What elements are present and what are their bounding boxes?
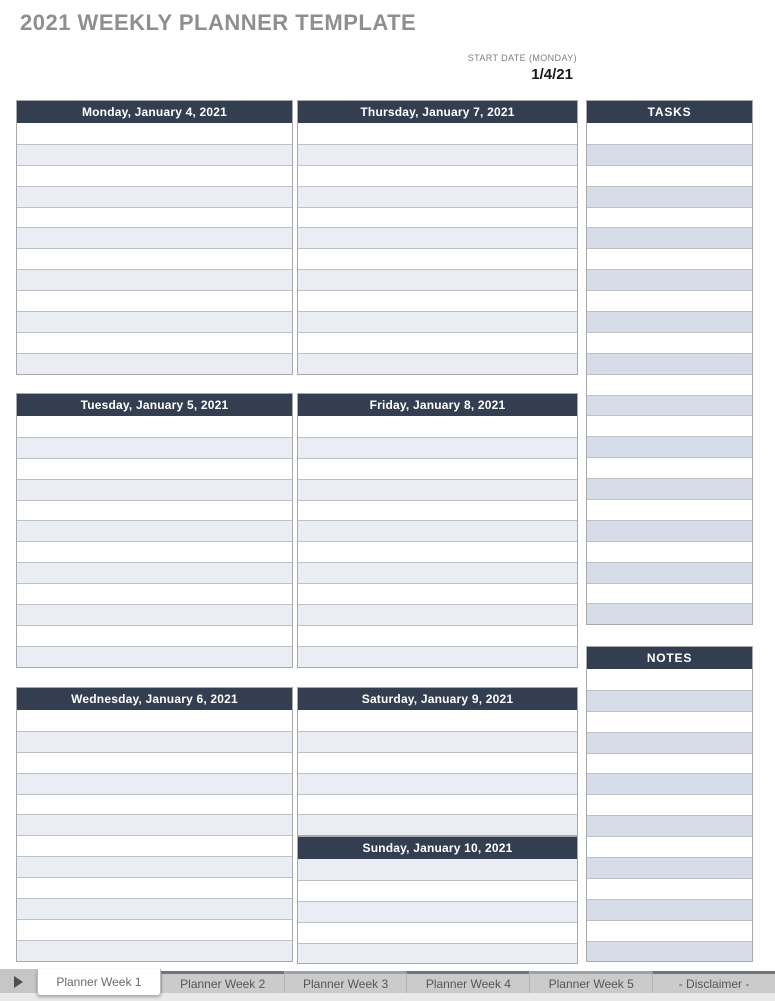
planner-cell[interactable] [298, 248, 577, 269]
planner-cell[interactable] [298, 269, 577, 290]
planner-cell[interactable] [17, 311, 292, 332]
planner-cell[interactable] [587, 815, 752, 836]
planner-cell[interactable] [587, 583, 752, 604]
day-rows-saturday [298, 710, 577, 835]
planner-cell[interactable] [298, 186, 577, 207]
planner-cell[interactable] [17, 500, 292, 521]
planner-cell[interactable] [587, 395, 752, 416]
planner-cell[interactable] [587, 732, 752, 753]
planner-cell[interactable] [587, 690, 752, 711]
planner-cell[interactable] [587, 773, 752, 794]
day-header-thursday: Thursday, January 7, 2021 [298, 101, 577, 123]
planner-cell[interactable] [298, 583, 577, 604]
right-triangle-icon [14, 976, 23, 988]
planner-cell[interactable] [17, 752, 292, 773]
day-block-wednesday [16, 687, 293, 962]
planner-cell[interactable] [17, 458, 292, 479]
planner-cell[interactable] [587, 457, 752, 478]
planner-cell[interactable] [17, 332, 292, 353]
day-block-saturday [297, 687, 578, 836]
day-rows-wednesday [17, 710, 292, 961]
planner-cell[interactable] [587, 499, 752, 520]
day-rows-monday [17, 123, 292, 374]
day-block-thursday [297, 100, 578, 375]
planner-cell[interactable] [587, 415, 752, 436]
planner-cell[interactable] [587, 520, 752, 541]
tasks-rows [587, 123, 752, 624]
tasks-header: TASKS [587, 101, 752, 123]
planner-cell[interactable] [17, 541, 292, 562]
planner-cell[interactable] [298, 859, 577, 880]
planner-cell[interactable] [298, 752, 577, 773]
planner-cell[interactable] [587, 753, 752, 774]
planner-cell[interactable] [298, 604, 577, 625]
start-date-value[interactable]: 1/4/21 [531, 66, 573, 83]
planner-cell[interactable] [298, 500, 577, 521]
planner-cell[interactable] [298, 290, 577, 311]
notes-rows [587, 669, 752, 961]
tab-planner-week-1[interactable]: Planner Week 1 [37, 969, 161, 995]
planner-cell[interactable] [298, 625, 577, 646]
planner-cell[interactable] [17, 562, 292, 583]
day-block-sunday [297, 836, 578, 964]
planner-cell[interactable] [17, 794, 292, 815]
planner-cell[interactable] [17, 814, 292, 835]
sheet-tabs [37, 971, 775, 993]
planner-cell[interactable] [587, 857, 752, 878]
planner-cell[interactable] [587, 541, 752, 562]
planner-cell[interactable] [298, 353, 577, 374]
planner-cell[interactable] [298, 520, 577, 541]
start-date-label: START DATE (MONDAY) [467, 53, 577, 63]
planner-cell[interactable] [17, 940, 292, 961]
planner-cell[interactable] [587, 836, 752, 857]
planner-cell[interactable] [298, 123, 577, 144]
planner-cell[interactable] [587, 478, 752, 499]
planner-cell[interactable] [17, 604, 292, 625]
planner-cell[interactable] [587, 920, 752, 941]
planner-cell[interactable] [298, 646, 577, 667]
planner-cell[interactable] [587, 165, 752, 186]
planner-cell[interactable] [298, 165, 577, 186]
planner-cell[interactable] [587, 353, 752, 374]
planner-cell[interactable] [587, 332, 752, 353]
planner-cell[interactable] [298, 562, 577, 583]
planner-cell[interactable] [298, 437, 577, 458]
planner-cell[interactable] [17, 186, 292, 207]
planner-cell[interactable] [587, 123, 752, 144]
day-header-tuesday: Tuesday, January 5, 2021 [17, 394, 292, 416]
tab-planner-week-4[interactable]: Planner Week 4 [406, 971, 529, 993]
planner-cell[interactable] [298, 731, 577, 752]
planner-cell[interactable] [17, 437, 292, 458]
planner-cell[interactable] [587, 899, 752, 920]
planner-cell[interactable] [17, 646, 292, 667]
planner-cell[interactable] [587, 941, 752, 962]
day-header-friday: Friday, January 8, 2021 [298, 394, 577, 416]
day-block-monday [16, 100, 293, 375]
planner-cell[interactable] [17, 856, 292, 877]
planner-cell[interactable] [298, 814, 577, 835]
planner-cell[interactable] [587, 669, 752, 690]
planner-cell[interactable] [298, 311, 577, 332]
planner-cell[interactable] [298, 227, 577, 248]
day-rows-sunday [298, 859, 577, 963]
planner-cell[interactable] [17, 877, 292, 898]
planner-cell[interactable] [587, 269, 752, 290]
planner-cell[interactable] [298, 458, 577, 479]
planner-cell[interactable] [17, 416, 292, 437]
planner-cell[interactable] [298, 922, 577, 943]
page-title: 2021 WEEKLY PLANNER TEMPLATE [20, 10, 417, 35]
planner-cell[interactable] [587, 207, 752, 228]
planner-cell[interactable] [17, 248, 292, 269]
planner-cell[interactable] [17, 227, 292, 248]
notes-block [586, 646, 753, 962]
planner-cell[interactable] [587, 374, 752, 395]
planner-cell[interactable] [587, 711, 752, 732]
planner-cell[interactable] [17, 290, 292, 311]
planner-cell[interactable] [17, 919, 292, 940]
notes-header: NOTES [587, 647, 752, 669]
tab-planner-week-2[interactable]: Planner Week 2 [161, 971, 284, 993]
planner-cell[interactable] [587, 794, 752, 815]
planner-cell[interactable] [298, 901, 577, 922]
planner-cell[interactable] [587, 562, 752, 583]
planner-cell[interactable] [17, 479, 292, 500]
day-rows-friday [298, 416, 577, 667]
planner-cell[interactable] [298, 207, 577, 228]
planner-cell[interactable] [587, 878, 752, 899]
planner-cell[interactable] [298, 541, 577, 562]
tab-planner-week-3[interactable]: Planner Week 3 [284, 971, 407, 993]
planner-cell[interactable] [587, 603, 752, 624]
planner-cell[interactable] [587, 290, 752, 311]
day-block-tuesday [16, 393, 293, 668]
planner-cell[interactable] [298, 794, 577, 815]
planner-cell[interactable] [587, 186, 752, 207]
planner-cell[interactable] [298, 880, 577, 901]
planner-cell[interactable] [17, 835, 292, 856]
tasks-block [586, 100, 753, 625]
planner-cell[interactable] [587, 248, 752, 269]
sheet-tab-bar [0, 969, 775, 1001]
planner-cell[interactable] [17, 165, 292, 186]
planner-cell[interactable] [17, 710, 292, 731]
planner-cell[interactable] [17, 773, 292, 794]
planner-cell[interactable] [298, 144, 577, 165]
planner-cell[interactable] [17, 269, 292, 290]
day-rows-tuesday [17, 416, 292, 667]
planner-cell[interactable] [298, 416, 577, 437]
planner-cell[interactable] [17, 207, 292, 228]
planner-cell[interactable] [17, 353, 292, 374]
tab-disclaimer[interactable]: - Disclaimer - [652, 971, 775, 993]
day-block-friday [297, 393, 578, 668]
planner-cell[interactable] [587, 227, 752, 248]
planner-cell[interactable] [298, 479, 577, 500]
planner-cell[interactable] [587, 436, 752, 457]
planner-cell[interactable] [298, 773, 577, 794]
start-date [337, 53, 577, 83]
day-rows-thursday [298, 123, 577, 374]
planner-cell[interactable] [298, 332, 577, 353]
planner-cell[interactable] [17, 144, 292, 165]
day-header-wednesday: Wednesday, January 6, 2021 [17, 688, 292, 710]
planner-cell[interactable] [17, 898, 292, 919]
tab-planner-week-5[interactable]: Planner Week 5 [529, 971, 652, 993]
planner-cell[interactable] [298, 710, 577, 731]
planner-cell[interactable] [17, 123, 292, 144]
planner-cell[interactable] [17, 520, 292, 541]
sheet-nav-arrow-button[interactable] [0, 969, 37, 995]
planner-cell[interactable] [587, 144, 752, 165]
day-header-saturday: Saturday, January 9, 2021 [298, 688, 577, 710]
planner-cell[interactable] [17, 625, 292, 646]
planner-cell[interactable] [298, 943, 577, 964]
day-header-monday: Monday, January 4, 2021 [17, 101, 292, 123]
day-header-sunday: Sunday, January 10, 2021 [298, 837, 577, 859]
planner-cell[interactable] [587, 311, 752, 332]
planner-cell[interactable] [17, 731, 292, 752]
planner-cell[interactable] [17, 583, 292, 604]
